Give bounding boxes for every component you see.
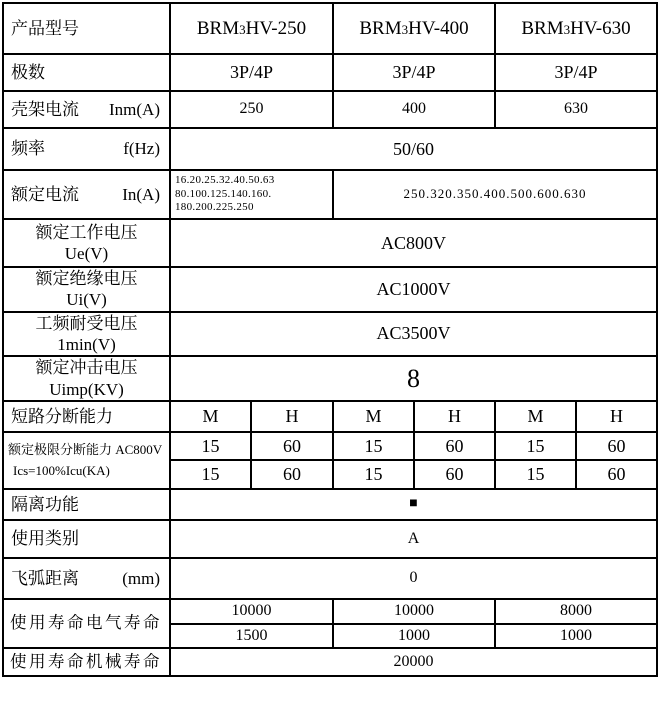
label-usage-category: 使用类别 (3, 520, 170, 558)
label-unit: Inm(A) (109, 99, 160, 119)
header-m: M (170, 401, 251, 432)
label-line1: 额定极限分断能力 AC800V (8, 441, 163, 457)
cell-rated-current-400-630: 250.320.350.400.500.600.630 (333, 170, 657, 219)
cell-poles-250: 3P/4P (170, 54, 333, 91)
row-ultimate-breaking-1 (3, 432, 657, 460)
cell-frame-630: 630 (495, 91, 657, 128)
row-working-voltage (3, 219, 657, 267)
cell-elec-life-400-loaded: 1000 (333, 624, 495, 648)
row-impulse-voltage (3, 356, 657, 401)
cell-frame-400: 400 (333, 91, 495, 128)
row-isolation (3, 489, 657, 520)
cell-rated-current-250 (170, 170, 333, 219)
header-h: H (251, 401, 333, 432)
cell-power-freq-voltage-value: AC3500V (170, 312, 657, 357)
model-prefix: BRM (196, 17, 240, 39)
product-spec-table (2, 2, 658, 677)
cell-mechanical-life-value: 20000 (170, 648, 657, 676)
cell-ics-value: 60 (251, 460, 333, 489)
cell-icu-value: 15 (333, 432, 414, 460)
label-arcing-distance (3, 558, 170, 599)
row-usage-category (3, 520, 657, 558)
label-unit: In(A) (122, 184, 160, 204)
label-line2: Ui(V) (66, 290, 107, 310)
label-line2: 1min(V) (57, 334, 116, 354)
label-line1: 额定工作电压 (35, 222, 138, 242)
model-suffix: HV-400 (408, 17, 469, 39)
label-working-voltage (3, 219, 170, 267)
cell-poles-400: 3P/4P (333, 54, 495, 91)
cell-icu-value: 15 (495, 432, 576, 460)
label-unit: (mm) (122, 568, 160, 588)
label-isolation: 隔离功能 (3, 489, 170, 520)
header-m: M (495, 401, 576, 432)
cell-insulation-voltage-value: AC1000V (170, 267, 657, 312)
row-power-freq-voltage (3, 312, 657, 357)
label-rated-current (3, 170, 170, 219)
cell-elec-life-630-loaded: 1000 (495, 624, 657, 648)
cell-ics-value: 15 (333, 460, 414, 489)
row-product-model (3, 3, 657, 54)
cell-poles-630: 3P/4P (495, 54, 657, 91)
label-frequency (3, 128, 170, 170)
label-line2: Ics=100%Icu(KA) (13, 462, 110, 478)
cell-frame-250: 250 (170, 91, 333, 128)
current-list-line: 80.100.125.140.160. (175, 187, 272, 200)
current-list-line: 180.200.225.250 (175, 201, 254, 214)
label-electrical-life: 使用寿命电气寿命 (3, 599, 170, 648)
model-prefix: BRM (521, 17, 564, 39)
label-impulse-voltage (3, 356, 170, 401)
label-poles: 极数 (3, 54, 170, 91)
label-cn: 额定电流 (11, 184, 79, 204)
row-frame-current (3, 91, 657, 128)
cell-model-400 (333, 3, 495, 54)
row-arcing-distance (3, 558, 657, 599)
cell-model-630 (495, 3, 657, 54)
row-rated-current (3, 170, 657, 219)
cell-ics-value: 60 (414, 460, 495, 489)
cell-isolation-value: ■ (170, 489, 657, 520)
cell-icu-value: 60 (414, 432, 495, 460)
label-line1: 工频耐受电压 (35, 313, 138, 333)
cell-impulse-voltage-value: 8 (170, 356, 657, 401)
cell-icu-value: 60 (576, 432, 657, 460)
cell-elec-life-400: 10000 (333, 599, 495, 624)
cell-arcing-distance-value: 0 (170, 558, 657, 599)
header-h: H (414, 401, 495, 432)
label-line1: 额定冲击电压 (35, 358, 138, 378)
label-line2: Uimp(KV) (49, 379, 124, 399)
row-insulation-voltage (3, 267, 657, 312)
model-sub: 3 (401, 21, 409, 37)
cell-icu-value: 15 (170, 432, 251, 460)
label-cn: 频率 (11, 139, 45, 159)
model-suffix: HV-250 (245, 17, 307, 39)
cell-frequency-value: 50/60 (170, 128, 657, 170)
model-prefix: BRM (359, 17, 402, 39)
label-mechanical-life: 使用寿命机械寿命 (3, 648, 170, 676)
label-frame-current (3, 91, 170, 128)
cell-working-voltage-value: AC800V (170, 219, 657, 267)
label-line2: Ue(V) (64, 244, 109, 263)
cell-ics-value: 15 (495, 460, 576, 489)
label-unit: f(Hz) (123, 139, 160, 159)
cell-usage-category-value: A (170, 520, 657, 558)
cell-elec-life-250-loaded: 1500 (170, 624, 333, 648)
row-breaking-capacity-header (3, 401, 657, 432)
cell-icu-value: 60 (251, 432, 333, 460)
model-suffix: HV-630 (570, 17, 631, 39)
current-list-line: 16.20.25.32.40.50.63 (175, 173, 275, 186)
cell-elec-life-250: 10000 (170, 599, 333, 624)
row-mechanical-life (3, 648, 657, 676)
label-insulation-voltage (3, 267, 170, 312)
model-sub: 3 (239, 21, 246, 37)
cell-ics-value: 60 (576, 460, 657, 489)
label-power-freq-voltage (3, 312, 170, 357)
model-sub: 3 (563, 21, 571, 37)
header-h: H (576, 401, 657, 432)
cell-elec-life-630: 8000 (495, 599, 657, 624)
header-m: M (333, 401, 414, 432)
row-electrical-life-1 (3, 599, 657, 624)
label-cn: 飞弧距离 (11, 568, 79, 588)
cell-ics-value: 15 (170, 460, 251, 489)
label-ultimate-breaking (3, 432, 170, 489)
row-poles (3, 54, 657, 91)
label-line1: 额定绝缘电压 (35, 269, 138, 288)
label-breaking-capacity: 短路分断能力 (3, 401, 170, 432)
cell-model-250 (170, 3, 333, 54)
label-product-model: 产品型号 (3, 3, 170, 54)
label-cn: 壳架电流 (11, 99, 79, 119)
row-frequency (3, 128, 657, 170)
